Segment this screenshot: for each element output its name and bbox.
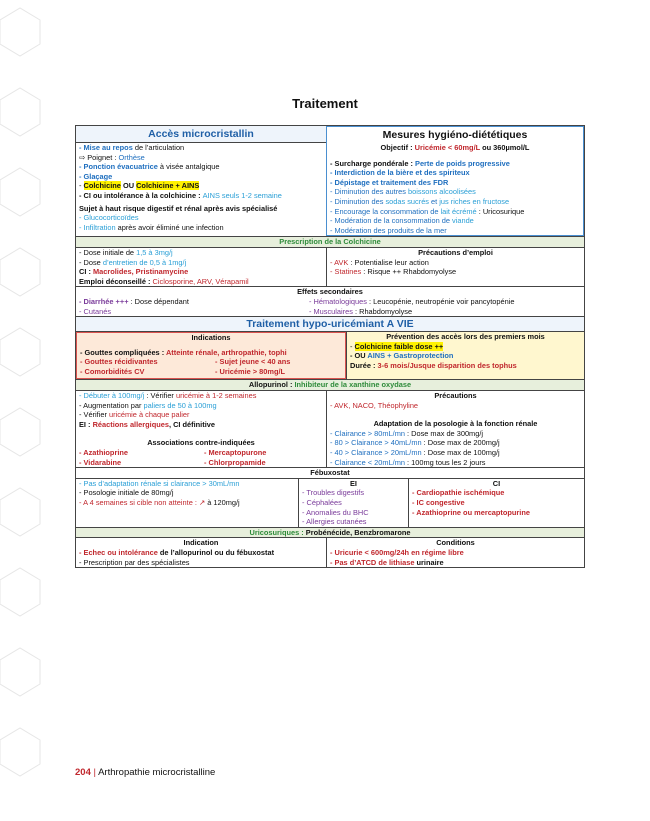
urico-cond-title: Conditions <box>436 538 475 548</box>
text: viande <box>452 216 474 226</box>
effets-right <box>306 297 584 316</box>
febux-line <box>79 498 295 508</box>
text: Emploi déconseillé : <box>79 276 153 286</box>
page-number: 204 <box>75 767 91 778</box>
allo-line <box>79 391 323 401</box>
text: OU <box>120 181 137 191</box>
text: : Dose max de 300mg/j <box>404 428 484 438</box>
text: Probénécide, Benzbromarone <box>305 527 411 537</box>
text: de l’articulation <box>132 143 185 152</box>
chapter-title: Arthropathie microcristalline <box>98 767 216 778</box>
text: : Risque ++ Rhabdomyolyse <box>361 267 457 277</box>
urico-line <box>79 548 323 558</box>
text: - Gouttes compliquées : <box>80 347 166 357</box>
text: boissons alcoolisées <box>408 187 476 197</box>
febux-ci-line: - Azathioprine ou mercaptopurine <box>412 507 530 517</box>
section-uricosuriques <box>76 537 584 567</box>
allo-line <box>79 420 323 430</box>
hypo-line <box>350 342 581 352</box>
allo-line <box>330 448 581 458</box>
urico-line: - Uricurie < 600mg/24h en régime libre <box>330 547 464 557</box>
text: - Sujet jeune < 40 ans <box>215 357 291 367</box>
text: après avoir éliminé une infection <box>115 222 224 232</box>
text: - CI ou intolérance à la colchicine : <box>79 190 203 200</box>
text: , CI définitive <box>168 419 215 429</box>
allo-prec-title: Précautions <box>434 391 477 401</box>
allo-line <box>330 429 581 439</box>
urico-right <box>326 538 584 567</box>
text: - A 4 semaines si cible non atteinte : <box>79 498 199 507</box>
mesures-column <box>326 126 584 236</box>
colchicine-line <box>330 267 581 277</box>
hypo-line <box>80 357 342 367</box>
text: - Diminution des <box>330 196 386 206</box>
text: uricémie à chaque palier <box>108 410 190 420</box>
allopurinol-left <box>76 391 326 467</box>
assoc-line <box>79 458 323 468</box>
text: Ciclosporine, ARV, Vérapamil <box>152 276 249 286</box>
colchicine-line <box>79 277 323 287</box>
text: de l’allopurinol ou du fébuxostat <box>157 547 275 557</box>
text: - Echec ou intolérance <box>79 547 158 557</box>
mesures-line <box>330 187 580 197</box>
section-febuxostat <box>76 478 584 527</box>
text: Durée : <box>350 360 378 370</box>
text: : Dose dépendant <box>128 296 189 306</box>
text: - Augmentation par <box>79 400 144 410</box>
text: : Dose max de 200mg/j <box>421 438 500 448</box>
text: - Chlorpropamide <box>204 457 266 467</box>
mesures-line <box>330 159 580 169</box>
mesures-line: - Interdiction de la bière et des spiriteux <box>330 168 470 178</box>
text: ou 360µmol/L <box>480 143 530 152</box>
text: - AVK <box>330 257 349 267</box>
acces-line <box>79 223 323 233</box>
febux-ci-title: CI <box>492 478 501 488</box>
text: - Ponction évacuatrice <box>79 162 158 172</box>
allo-adapt-title: Adaptation de la posologie à la fonction rénale <box>373 419 538 429</box>
text: : Rhabdomyolyse <box>352 306 413 316</box>
assoc-line <box>79 448 323 458</box>
text: : Potentialise leur action <box>348 257 429 267</box>
text: - Diarrhée +++ <box>79 296 129 306</box>
page-title: Traitement <box>292 96 358 111</box>
hypo-line <box>350 351 581 361</box>
text: - Surcharge pondérale : <box>330 158 416 168</box>
footer-separator: | <box>93 767 96 778</box>
text: ⇨ Poignet : <box>79 152 119 162</box>
febux-ei <box>298 479 408 527</box>
febux-ci-line: - Cardiopathie ischémique <box>412 488 505 498</box>
febux-left <box>76 479 298 527</box>
colchicine-doses <box>76 248 326 286</box>
hypo-indications <box>76 332 346 379</box>
uricosuriques-band <box>76 527 584 538</box>
colchicine-line <box>79 248 323 258</box>
text: Inhibiteur de la xanthine oxydase <box>294 380 412 390</box>
febux-line: - Pas d’adaptation rénale si clairance > 30mL/mn <box>79 478 240 488</box>
hypo-prevention <box>346 332 584 379</box>
text: Colchicine + AINS <box>136 181 200 191</box>
febux-ei-line: - Anomalies du BHC <box>302 507 369 517</box>
febux-ci-line: - IC congestive <box>412 498 465 507</box>
febux-ei-line: - Troubles digestifs <box>302 488 365 498</box>
text: AINS + Gastroprotection <box>367 351 454 361</box>
treatment-table <box>75 125 585 568</box>
text: - Mise au repos <box>79 143 133 152</box>
text: - Uricémie > 80mg/L <box>215 366 286 376</box>
text: - Azathioprine <box>79 448 128 458</box>
text: urinaire <box>414 557 444 567</box>
mesures-objectif <box>330 143 580 153</box>
hypo-line <box>80 348 342 358</box>
mesures-header: Mesures hygiéno-diététiques <box>382 129 528 141</box>
text: - Clairance > 80mL/mn <box>330 428 405 438</box>
mesures-line <box>330 197 580 207</box>
febux-ci <box>408 479 584 527</box>
colchicine-line <box>79 267 323 277</box>
text: Atteinte rénale, arthropathie, tophi <box>165 347 287 357</box>
urico-left <box>76 538 326 567</box>
colchicine-line <box>330 258 581 268</box>
acces-line <box>79 191 323 201</box>
text: Uricémie < 60mg/L <box>414 143 481 152</box>
effets-secondaires-title: Effets secondaires <box>76 286 584 297</box>
colchicine-prec-title: Précautions d’emploi <box>418 247 493 257</box>
allo-line <box>79 401 323 411</box>
allo-line <box>330 458 581 468</box>
text: - Musculaires <box>309 306 353 316</box>
text: - Modération de la consommation de <box>330 216 453 226</box>
section-acces-mesures <box>76 126 584 236</box>
text: - Infiltration <box>79 222 116 232</box>
text: Uricosuriques : <box>249 527 306 537</box>
acces-line: - Glaçage <box>79 171 113 181</box>
acces-line: - Glucocorticoïdes <box>79 213 139 223</box>
allo-line <box>79 410 323 420</box>
text: : Vérifier <box>144 391 176 401</box>
text: Objectif : <box>380 143 415 152</box>
acces-line <box>79 153 323 163</box>
text: 3-6 mois/Jusque disparition des tophus <box>377 360 517 370</box>
page-footer <box>75 767 215 778</box>
hypo-ind-title: Indications <box>191 333 231 343</box>
text: Colchicine faible dose ++ <box>354 341 444 351</box>
colchicine-line <box>79 258 323 268</box>
acces-line <box>79 181 323 191</box>
section-colchicine <box>76 247 584 286</box>
assoc-title: Associations contre-indiquées <box>147 438 255 448</box>
text: - Débuter à 100mg/j <box>79 391 145 401</box>
text: lait écrémé <box>440 206 477 216</box>
text: ↗ <box>198 498 206 507</box>
text: CI : <box>79 267 93 277</box>
text: - 40 > Clairance > 20mL/mn <box>330 448 422 458</box>
febux-ei-line: - Céphalées <box>302 498 342 507</box>
text: AINS seuls 1-2 semaine <box>202 190 282 200</box>
acces-line: Sujet à haut risque digestif et rénal après avis spécialisé <box>79 203 278 213</box>
effet-line <box>309 297 581 307</box>
colchicine-band: Prescription de la Colchicine <box>76 236 584 247</box>
text: uricémie à 1-2 semaines <box>175 391 257 401</box>
text: : Uricosurique <box>476 206 525 216</box>
text: sodas sucrés <box>385 196 429 206</box>
text: Colchicine <box>83 181 121 191</box>
text: Macrolides, Pristinamycine <box>92 267 189 277</box>
effets-left <box>76 297 306 316</box>
text: - Diminution des autres <box>330 187 409 197</box>
hypo-prev-title: Prévention des accès lors des premiers mois <box>386 332 545 342</box>
mesures-line: - Dépistage et traitement des FDR <box>330 177 449 187</box>
allo-line: - AVK, NACO, Théophyline <box>330 400 419 410</box>
section-effets <box>76 297 584 316</box>
effet-line: - Cutanés <box>79 306 112 316</box>
effet-line <box>309 307 581 317</box>
hypo-line <box>80 367 342 377</box>
text: paliers de 50 à 100mg <box>143 400 217 410</box>
colchicine-precautions <box>326 248 584 286</box>
text: 1,5 à 3mg/j <box>136 247 173 257</box>
hypo-header: Traitement hypo-uricémiant A VIE <box>76 316 584 331</box>
text: - Hématologiques <box>309 296 367 306</box>
text: d’entretien de 0,5 à 1mg/j <box>102 257 187 267</box>
text: - Gouttes récidivantes <box>80 357 158 367</box>
text: - Clairance < 20mL/mn <box>330 457 405 467</box>
text: et <box>429 196 440 206</box>
febux-ei-title: EI <box>350 478 357 488</box>
febux-ei-line: - Allergies cutanées <box>302 517 367 527</box>
text: - Dose initiale de <box>79 247 137 257</box>
text: - Comorbidités CV <box>80 366 145 376</box>
text: - Dose <box>79 257 103 267</box>
text: - <box>79 181 84 191</box>
text: : Leucopénie, neutropénie voir pancytopénie <box>366 296 515 306</box>
urico-line <box>330 558 581 568</box>
acces-line <box>79 143 323 153</box>
text: : Dose max de 100mg/j <box>421 448 500 458</box>
text: Orthèse <box>118 152 145 162</box>
mesures-line <box>330 216 580 226</box>
text: à visée antalgique <box>157 162 220 172</box>
section-hypo <box>76 331 584 379</box>
text: à 120mg/j <box>205 498 240 507</box>
allo-line <box>330 438 581 448</box>
febux-line: - Posologie initiale de 80mg/j <box>79 488 174 498</box>
acces-line <box>79 162 323 172</box>
acces-header: Accès microcristallin <box>76 126 326 143</box>
text: - <box>350 341 355 351</box>
urico-line: - Prescription par des spécialistes <box>79 557 190 567</box>
text: : 100mg tous les 2 jours <box>404 457 486 467</box>
text: Allopurinol : <box>248 380 295 390</box>
allopurinol-band <box>76 379 584 390</box>
text: jus riches en fructose <box>439 196 510 206</box>
text: - Statines <box>330 267 362 277</box>
section-allopurinol <box>76 390 584 467</box>
text: EI : <box>79 419 93 429</box>
febuxostat-band: Fébuxostat <box>76 467 584 478</box>
text: - Vidarabine <box>79 457 122 467</box>
text: - Encourage la consommation de <box>330 206 441 216</box>
text: Réactions allergiques <box>92 419 169 429</box>
mesures-line: - Modération des produits de la mer <box>330 225 447 235</box>
hexagon-pattern-decoration <box>0 0 60 821</box>
text: - OU <box>350 351 368 361</box>
text: - Vérifier <box>79 410 109 420</box>
hypo-line <box>350 361 581 371</box>
text: - 80 > Clairance > 40mL/mn <box>330 438 422 448</box>
effet-line <box>79 297 303 307</box>
urico-ind-title: Indication <box>183 538 219 548</box>
mesures-line <box>330 207 580 217</box>
allopurinol-right <box>326 391 584 467</box>
text: Perte de poids progressive <box>415 158 510 168</box>
text: - Pas d’ATCD de lithiase <box>330 557 415 567</box>
acces-column <box>76 126 326 236</box>
text: - Mercaptopurone <box>204 448 267 458</box>
